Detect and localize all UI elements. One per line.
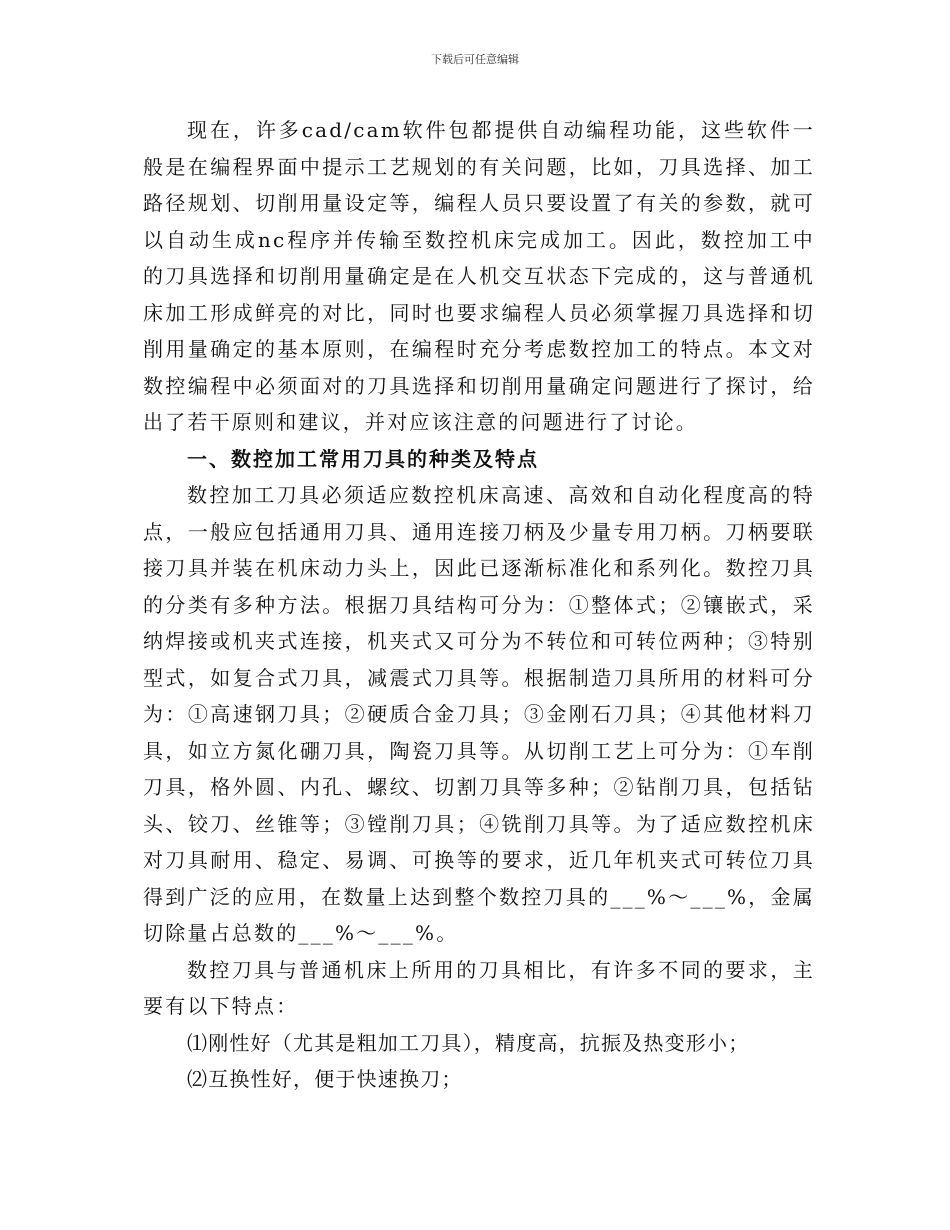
feature-list-item-1: ⑴刚性好（尤其是粗加工刀具），精度高，抗振及热变形小；	[187, 1030, 750, 1055]
feature-list-item-2: ⑵互换性好，便于快速换刀；	[187, 1067, 463, 1091]
intro-paragraph: 现在，许多cad/cam软件包都提供自动编程功能，这些软件一般是在编程界面中提示工艺规划的有关问题，比如，刀具选择、加工路径规划、切削用量设定等，编程人员只要设置了有关的参数，就可以自动生成nc程序并传输至数控机床完成加工。因此，数控加工中的刀具选择和切削用量确定是在人机交互状态下完成的，这与普通机床加工形成鲜亮的对比，同时也要求编程人员必须掌握刀具选择和切削用量确定的基本原则，在编程时充分考虑数控加工的特点。本文对数控编程中必须面对的刀具选择和切削用量确定问题进行了探讨，给出了若干原则和建议，并对应该注意的问题进行了讨论。	[143, 118, 815, 434]
tool-features-intro-paragraph: 数控刀具与普通机床上所用的刀具相比，有许多不同的要求，主要有以下特点：	[143, 957, 815, 1018]
section-heading: 一、数控加工常用刀具的种类及特点	[187, 446, 539, 471]
page-header-note: 下载后可任意编辑	[431, 53, 519, 66]
tool-types-paragraph: 数控加工刀具必须适应数控机床高速、高效和自动化程度高的特点，一般应包括通用刀具、通用连接刀柄及少量专用刀柄。刀柄要联接刀具并装在机床动力头上，因此已逐渐标准化和系列化。数控刀具的分类有多种方法。根据刀具结构可分为：①整体式；②镶嵌式，采纳焊接或机夹式连接，机夹式又可分为不转位和可转位两种；③特别型式，如复合式刀具，减震式刀具等。根据制造刀具所用的材料可分为：①高速钢刀具；②硬质合金刀具；③金刚石刀具；④其他材料刀具，如立方氮化硼刀具，陶瓷刀具等。从切削工艺上可分为：①车削刀具，格外圆、内孔、螺纹、切割刀具等多种；②钻削刀具，包括钻头、铰刀、丝锥等；③镗削刀具；④铣削刀具等。为了适应数控机床对刀具耐用、稳定、易调、可换等的要求，近几年机夹式可转位刀具得到广泛的应用，在数量上达到整个数控刀具的___%～___%，金属切除量占总数的___%～___%。	[143, 483, 815, 945]
document-body	[143, 112, 815, 1098]
